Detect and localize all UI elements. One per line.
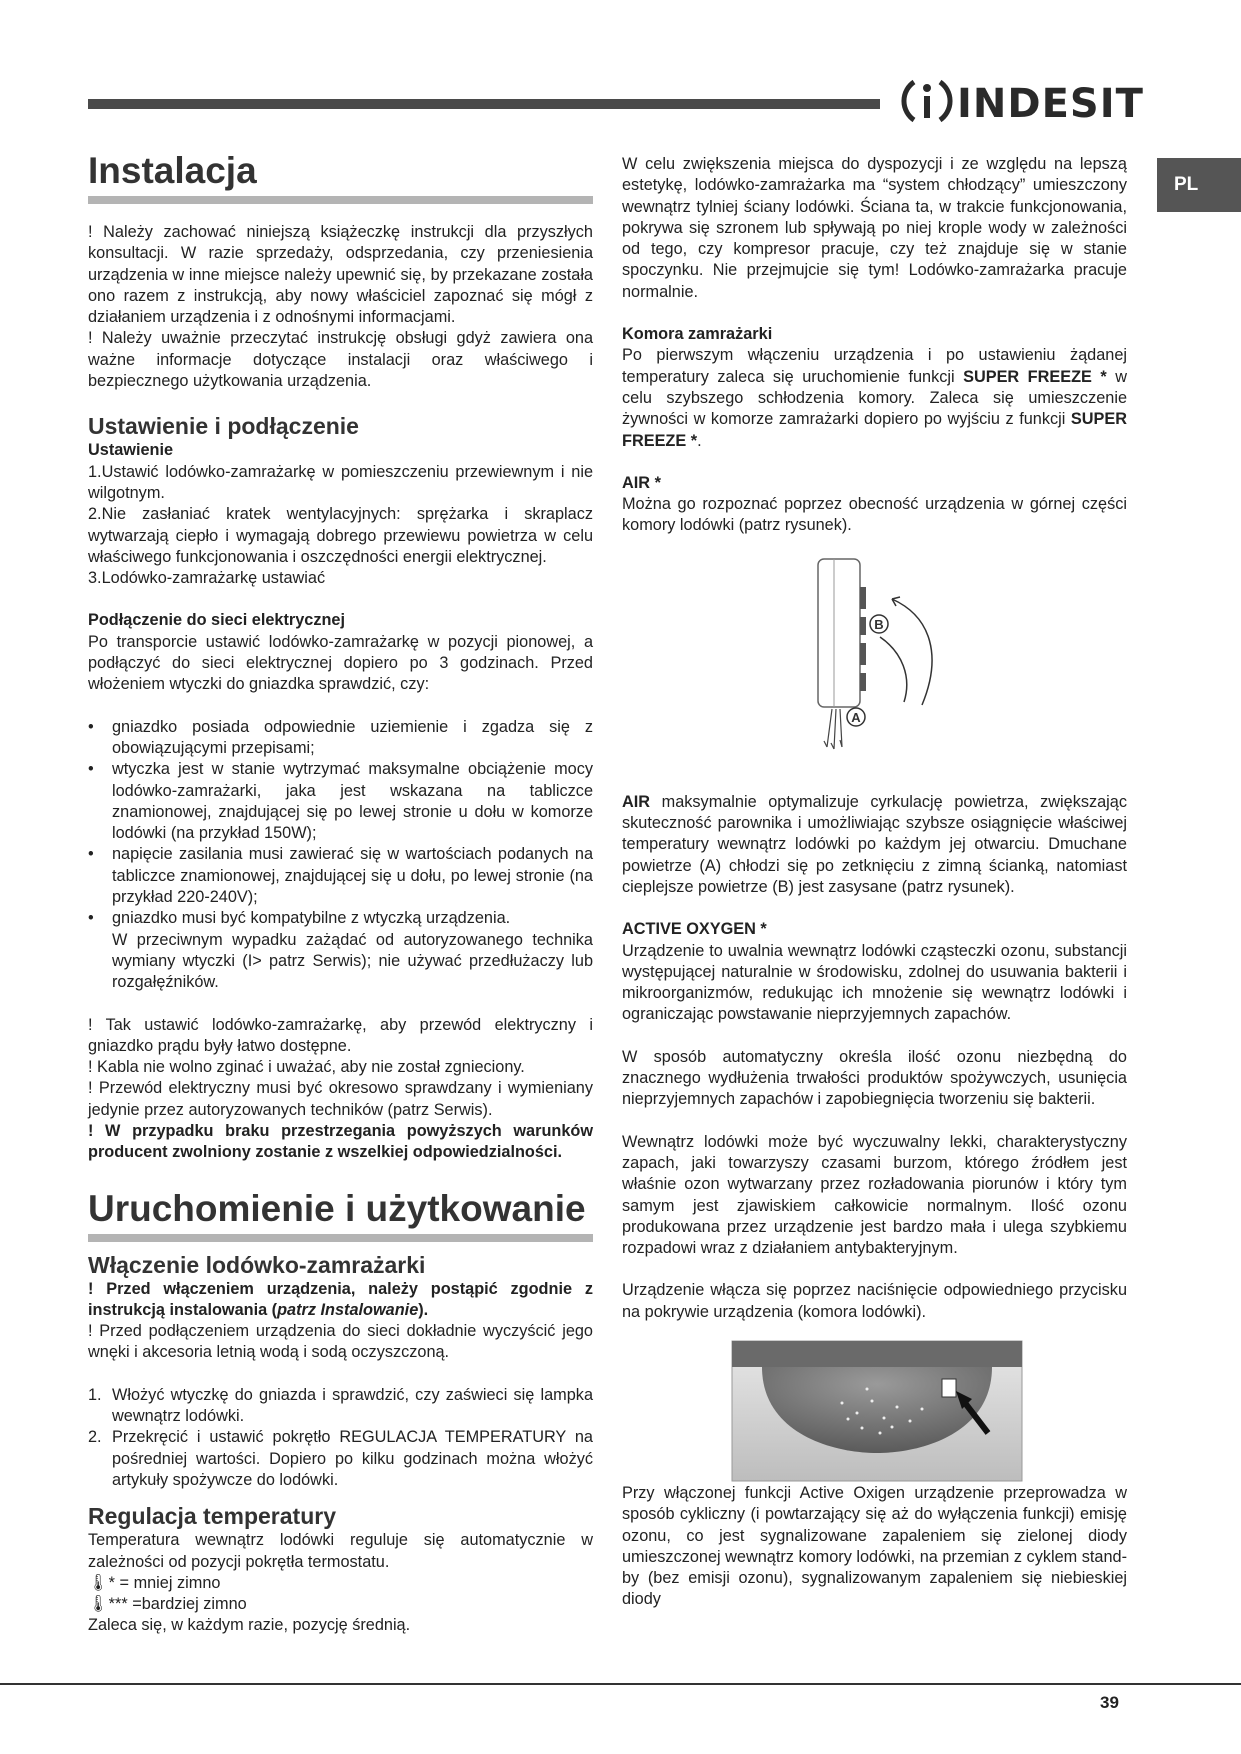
warning-3: ! Przewód elektryczny musi być okresowo sprawdzany i wymieniany jedynie przez autoryzowanych techników (patrz Serwis).: [88, 1079, 593, 1119]
right-column: [622, 154, 1127, 1611]
list-item: • gniazdko posiada odpowiednie uziemienie i zgadza się z obowiązującymi przepisami;: [88, 717, 593, 760]
warning-2: ! Kabla nie wolno zginać i uważać, aby nie został zgnieciony.: [88, 1058, 525, 1077]
warning-1: ! Tak ustawić lodówko-zamrażarkę, aby przewód elektryczny i gniazdko prądu były łatwo dostępne.: [88, 1015, 593, 1055]
list-item-continuation: W przeciwnym wypadku zażądać od autoryzowanego technika wymiany wtyczki (I> patrz Serwis); nie używać przedłużaczy lub rozgałęźników.: [112, 930, 593, 992]
placement-item-1: 1.Ustawić lodówko-zamrażarkę w pomieszczeniu przewiewnym i nie wilgotnym.: [88, 462, 593, 502]
temperature-paragraph: Temperatura wewnątrz lodówki reguluje się automatycznie w zależności od pozycji pokrętła termostatu.: [88, 1531, 593, 1571]
switch-on-notice: ! Przed włączeniem urządzenia, należy postąpić zgodnie z instrukcją instalowania (patrz Instalowanie).: [88, 1279, 593, 1319]
footer-rule: [0, 1683, 1241, 1685]
air-paragraph: Można go rozpoznać poprzez obecność urządzenia w górnej części komory lodówki (patrz rysunek).: [622, 495, 1127, 535]
list-item: • gniazdko musi być kompatybilne z wtyczką urządzenia.: [88, 908, 593, 929]
warning-4: ! W przypadku braku przestrzegania powyższych warunków producent zwolniony zostanie z wszelkiej odpowiedzialności.: [88, 1121, 593, 1162]
section-title-installation: Instalacja: [88, 150, 593, 204]
air-description: AIR maksymalnie optymalizuje cyrkulację powietrza, zwiększając skuteczność parownika i umożliwiając szybsze osiągnięcie właściwej temperatury wewnątrz lodówki po każdym jej otwarciu. Dmuchane powietrze (A) chłodzi się po zetknięciu z zimną ścianką, natomiast cieplejsze powietrze (B) jest zasysane (patrz rysunek).: [622, 792, 1127, 896]
oxygen-paragraph-5: Przy włączonej funkcji Active Oxigen urządzenie przeprowadza w sposób cykliczny (i powtarzający się aż do wyłączenia funkcji) emisję ozonu, co jest sygnalizowane zapaleniem się zielonej diody umieszczonej wewnątrz komory lodówki, na przemian z cyklem stand-by (bez emisji ozonu), sygnalizowanym zapaleniem się niebieskiej diody: [622, 1483, 1127, 1609]
subheading-freezer: Komora zamrażarki: [622, 325, 773, 344]
temp-setting-less: 🌡* = mniej zimno: [88, 1573, 221, 1592]
brand-logo: [900, 74, 1144, 130]
indesit-emblem-icon: [900, 74, 954, 128]
placement-item-2: 2.Nie zasłaniać kratek wentylacyjnych: sprężarka i skraplacz wytwarzają ciepło i wymagają dobrego przewiewu powietrza w celu właściwego funkcjonowania i oszczędności energii elektrycznej.: [88, 505, 593, 566]
freezer-paragraph: Po pierwszym włączeniu urządzenia i po ustawieniu żądanej temperatury zaleca się uruchomienie funkcji SUPER FREEZE * w celu szybszego schłodzenia komory. Zaleca się umieszczenie żywności w komorze zamrażarki dopiero po wyjściu z funkcji SUPER FREEZE *.: [622, 346, 1127, 450]
figure-label-b: B: [874, 616, 884, 632]
list-item: 1. Włożyć wtyczkę do gniazda i sprawdzić, czy zaświeci się lampka wewnątrz lodówki.: [88, 1385, 593, 1426]
page-number: 39: [1100, 1693, 1119, 1712]
active-oxygen-device-illustration: [622, 1323, 1127, 1483]
heading-temperature: Regulacja temperatury: [88, 1503, 336, 1530]
switch-on-steps: [88, 1385, 593, 1491]
placement-item-3: 3.Lodówko-zamrażarkę ustawiać: [88, 569, 326, 588]
subheading-electric: Podłączenie do sieci elektrycznej: [88, 611, 345, 630]
brand-name: INDESIT: [957, 81, 1144, 127]
cooling-system-paragraph: W celu zwiększenia miejsca do dyspozycji i ze względu na lepszą estetykę, lodówko-zamrażarka ma “system chłodzący” umieszczony wewnątrz tylniej ściany lodówki. Ściana ta, w trakcie funkcjonowania, pokrywa się szronem lub spływają po niej krople wody w zależności od tego, czy kompresor pracuje, czy też znajduje się w stanie spoczynku. Nie przejmujcie się tym! Lodówko-zamrażarka pracuje normalnie.: [622, 155, 1127, 301]
air-circulation-figure: [622, 537, 1127, 792]
language-tab: PL: [1157, 158, 1241, 212]
subheading-air: AIR *: [622, 473, 661, 492]
temperature-advice: Zaleca się, w każdym razie, pozycję średnią.: [88, 1616, 411, 1635]
list-item: • wtyczka jest w stanie wytrzymać maksymalne obciążenie mocy lodówko-zamrażarki, jaka jest wskazana na tabliczce znamionowej, znajdującej się po lewej stronie u dołu w komorze lodówki (na przykład 150W);: [88, 759, 593, 844]
oxygen-paragraph-3: Wewnątrz lodówki może być wyczuwalny lekki, charakterystyczny zapach, jaki towarzyszy czasami burzom, którego źródłem jest właśnie ozon wytwarzany przez rozładowania piorunów i który tym samym jest zjawiskiem całkowicie normalnym. Ilość ozonu produkowana przez urządzenie jest bardzo mała i ulega szybkiemu rozpadowi wraz z działaniem antybakteryjnym.: [622, 1132, 1127, 1258]
subheading-active-oxygen: ACTIVE OXYGEN *: [622, 920, 767, 939]
switch-on-paragraph: ! Przed podłączeniem urządzenia do sieci dokładnie wyczyścić jego wnęki i akcesoria letnią wodą i sodą oczyszczoną.: [88, 1322, 593, 1362]
electric-paragraph: Po transporcie ustawić lodówko-zamrażarkę w pozycji pionowej, a podłączyć do sieci elektrycznej dopiero po 3 godzinach. Przed włożeniem wtyczki do gniazdka sprawdzić, czy:: [88, 632, 593, 694]
heading-switch-on: Włączenie lodówko-zamrażarki: [88, 1251, 426, 1278]
active-oxygen-photo: [622, 1323, 1127, 1483]
list-item: • napięcie zasilania musi zawierać się w wartościach podanych na tabliczce znamionowej, znajdującej się u dołu, po lewej stronie (na przykład 220-240V);: [88, 844, 593, 908]
subheading-placement: Ustawienie: [88, 441, 174, 460]
oxygen-paragraph-4: Urządzenie włącza się poprzez naciśnięcie odpowiedniego przycisku na pokrywie urządzenia (komora lodówki).: [622, 1281, 1127, 1321]
electric-checklist: [88, 717, 593, 930]
oxygen-paragraph-1: Urządzenie to uwalnia wewnątrz lodówki cząsteczki ozonu, substancji występującej naturalnie w środowisku, zdolnej do usuwania bakterii i mikroorganizmów, redukując ich mnożenie się wewnątrz lodówki i ograniczając powstawanie nieprzyjemnych zapachów.: [622, 941, 1127, 1024]
air-circulation-diagram: [622, 537, 1127, 792]
section-title-start: Uruchomienie i użytkowanie: [88, 1188, 593, 1242]
header-rule: [88, 99, 880, 109]
figure-label-a: A: [851, 709, 861, 725]
left-column: [88, 150, 593, 1637]
list-item: 2. Przekręcić i ustawić pokrętło REGULACJA TEMPERATURY na pośredniej wartości. Dopiero po kilku godzinach można włożyć artykuły spożywcze do lodówki.: [88, 1428, 593, 1489]
temp-setting-more: 🌡*** =bardziej zimno: [88, 1595, 247, 1614]
oxygen-paragraph-2: W sposób automatyczny określa ilość ozonu niezbędną do znacznego wydłużenia trwałości produktów spożywczych, usunięcia nieprzyjemnych zapachów i zapobiegnięcia tworzeniu się bakterii.: [622, 1047, 1127, 1109]
thermometer-full-icon: 🌡: [88, 1573, 109, 1592]
thermometer-empty-icon: 🌡: [88, 1595, 109, 1614]
heading-placement: Ustawienie i podłączenie: [88, 413, 359, 440]
intro-paragraph-2: ! Należy uważnie przeczytać instrukcję obsługi gdyż zawiera ona ważne informacje dotyczące instalacji oraz właściwego i bezpiecznego użytkowania urządzenia.: [88, 329, 593, 391]
intro-paragraph-1: ! Należy zachować niniejszą książeczkę instrukcji dla przyszłych konsultacji. W razie sprzedaży, odsprzedania, czy przeniesienia urządzenia w inne miejsce należy upewnić się, by przekazane została ono razem z instrukcją, aby nowy właściciel zapoznać się mógł z działaniem urządzenia i z odnośnymi informacjami.: [88, 223, 593, 327]
